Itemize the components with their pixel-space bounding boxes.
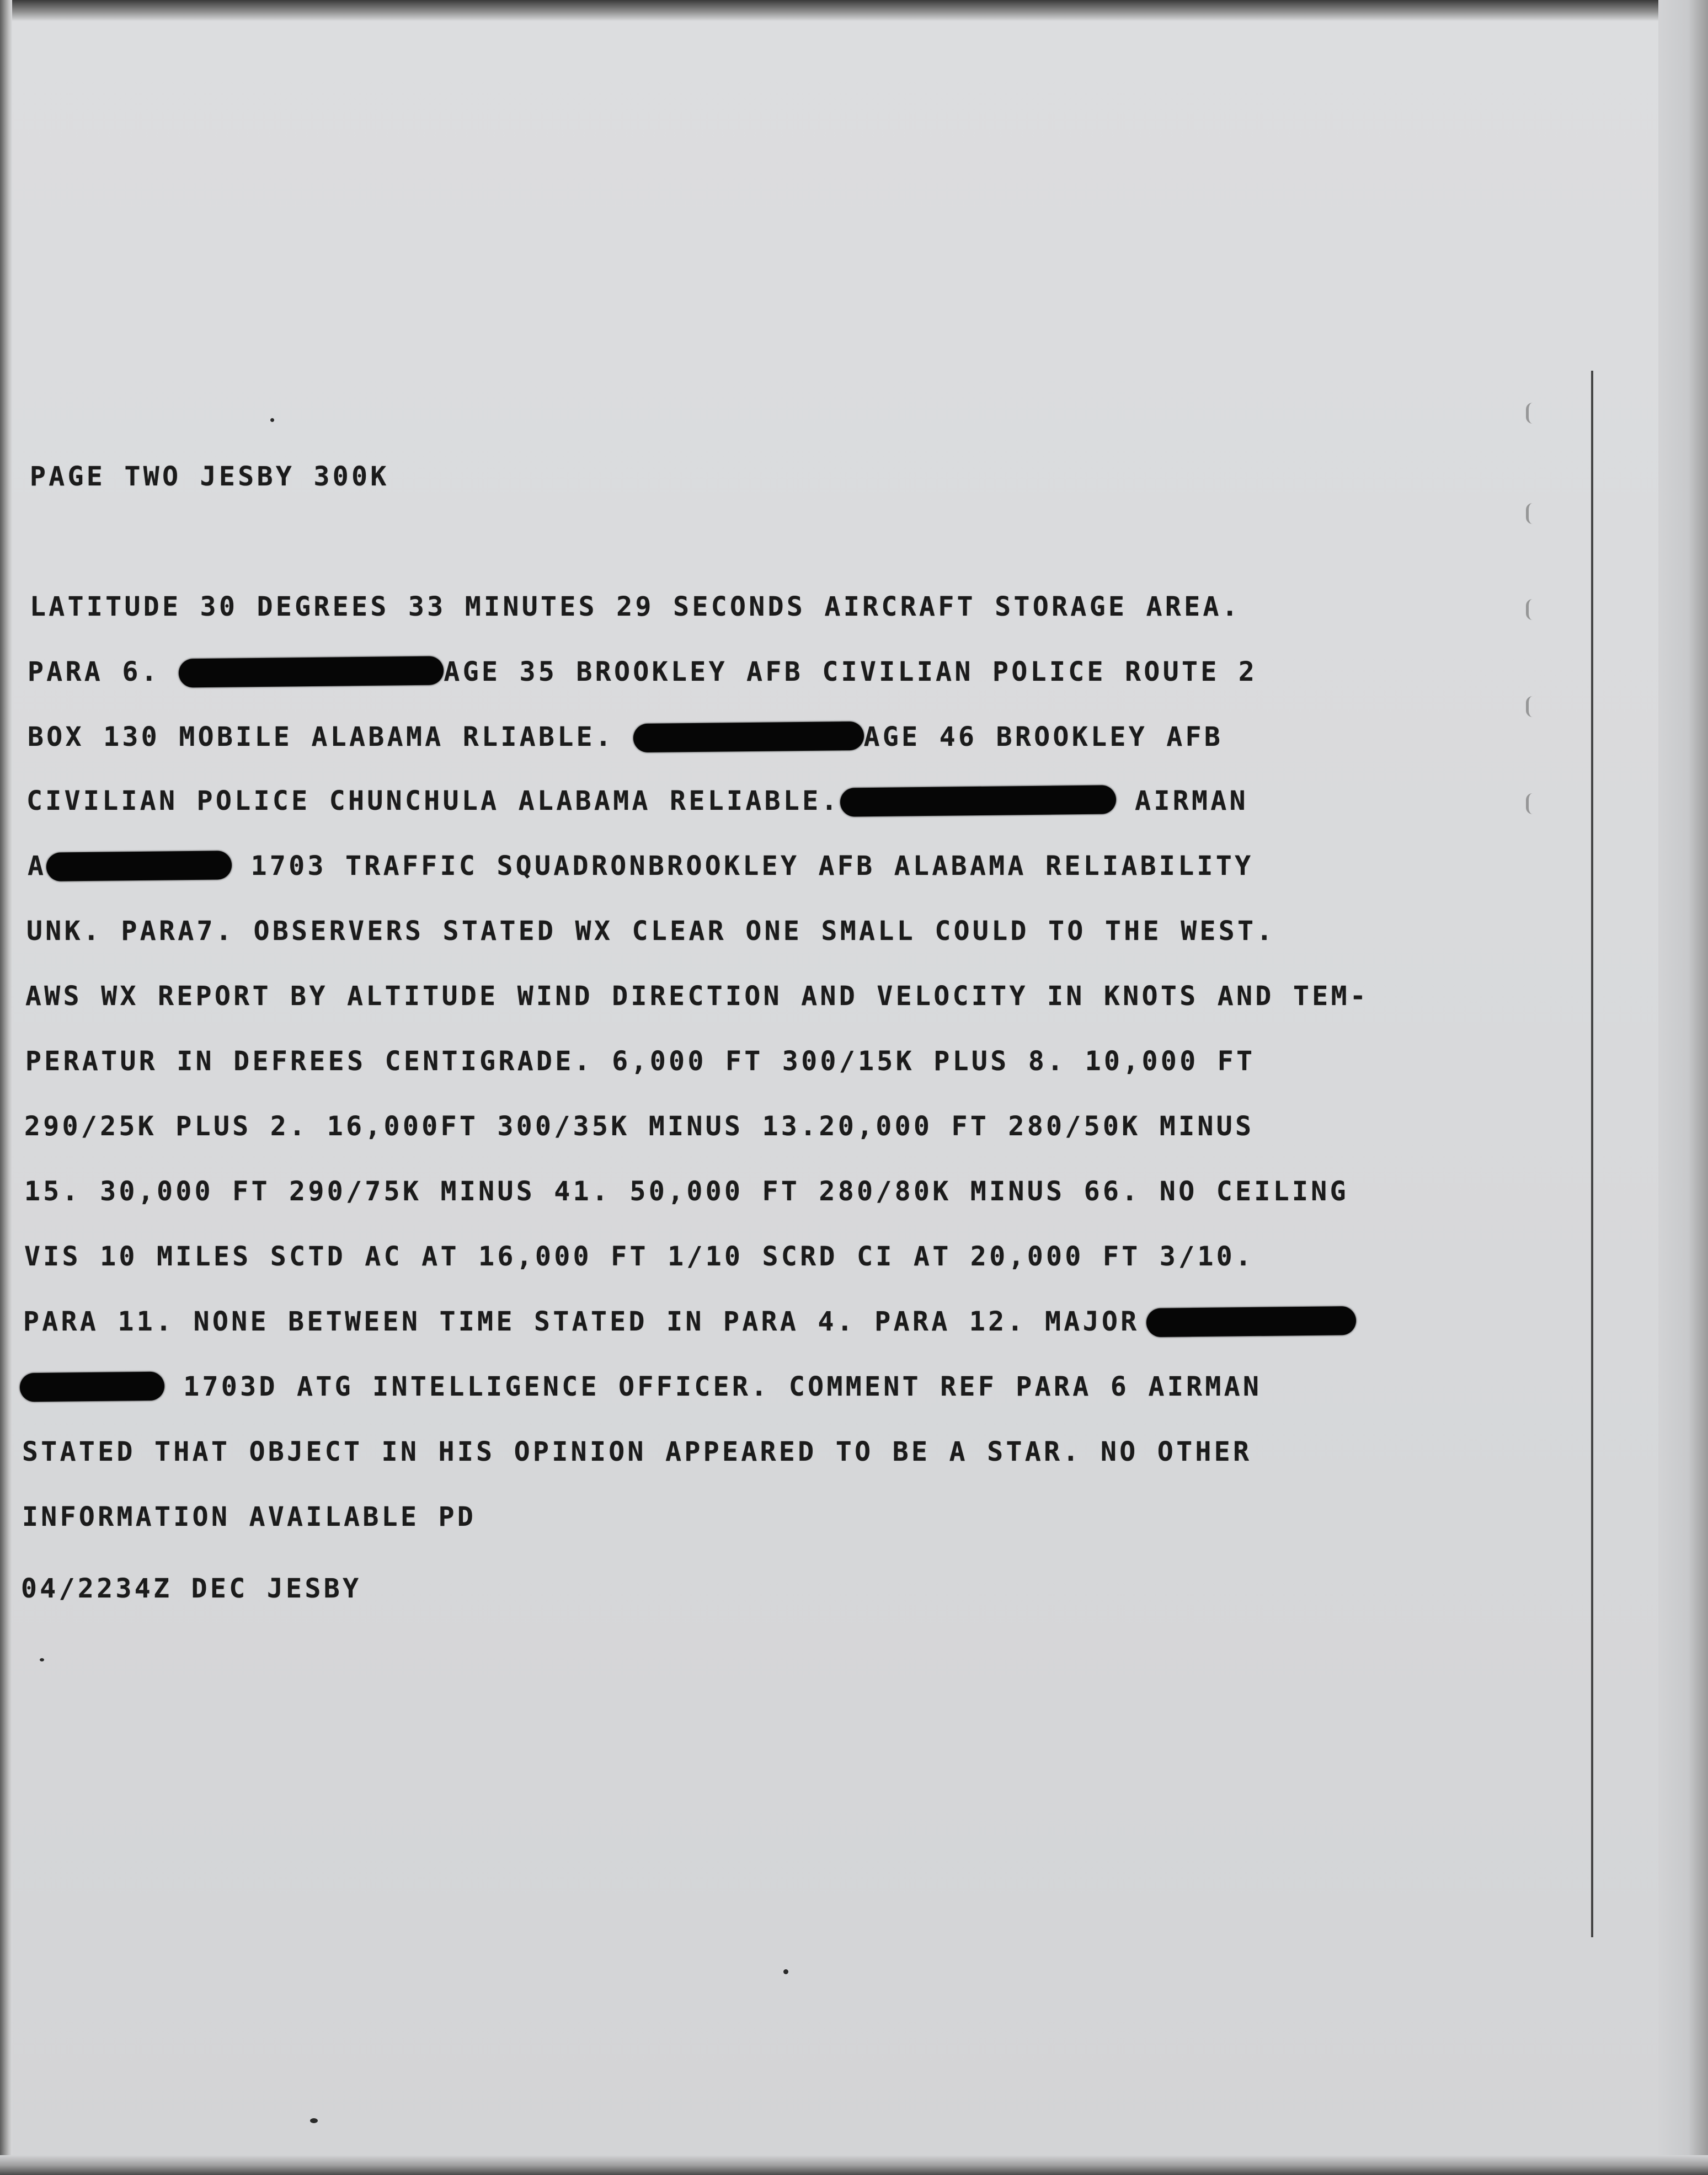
date-time-group: 04/2234Z DEC JESBY	[21, 1573, 362, 1604]
body-line-10: 15. 30,000 FT 290/75K MINUS 41. 50,000 FT 280/80K MINUS 66. NO CEILING	[24, 1176, 1349, 1207]
text-segment: 1703D ATG INTELLIGENCE OFFICER. COMMENT REF PARA 6 AIRMAN	[164, 1371, 1262, 1402]
redaction-mark	[46, 851, 232, 881]
text-segment: BOX 130 MOBILE ALABAMA RLIABLE.	[28, 722, 633, 752]
body-line-7: AWS WX REPORT BY ALTITUDE WIND DIRECTION AND VELOCITY IN KNOTS AND TEM-	[25, 981, 1369, 1012]
text-segment: 1703 TRAFFIC SQUADRONBROOKLEY AFB ALABAMA RELIABILITY	[232, 851, 1254, 881]
redaction-mark	[633, 722, 864, 752]
body-line-5	[28, 851, 1253, 881]
body-line-8: PERATUR IN DEFREES CENTIGRADE. 6,000 FT 300/15K PLUS 8. 10,000 FT	[25, 1046, 1256, 1077]
text-segment: PARA 6.	[28, 656, 179, 687]
text-segment: CIVILIAN POLICE CHUNCHULA ALABAMA RELIABLE.	[26, 785, 840, 816]
body-line-4	[26, 785, 1248, 816]
text-segment: LATITUDE 30 DEGREES 33 MINUTES 29 SECONDS AIRCRAFT STORAGE AREA.	[30, 591, 1241, 622]
text-segment: AGE 46 BROOKLEY AFB	[863, 722, 1224, 752]
body-line-2	[28, 656, 1257, 687]
body-line-14: STATED THAT OBJECT IN HIS OPINION APPEARED TO BE A STAR. NO OTHER	[22, 1436, 1252, 1467]
body-line-13	[20, 1371, 1262, 1402]
redaction-mark	[840, 785, 1117, 816]
text-segment: AIRMAN	[1115, 785, 1248, 816]
text-segment: AGE 35 BROOKLEY AFB CIVILIAN POLICE ROUTE 2	[444, 656, 1258, 687]
redaction-mark	[179, 656, 444, 687]
redaction-mark	[1146, 1306, 1356, 1337]
body-line-12	[23, 1306, 1356, 1337]
message-header: PAGE TWO JESBY 300K	[30, 461, 389, 492]
body-line-1	[30, 591, 1241, 622]
body-line-15: INFORMATION AVAILABLE PD	[22, 1501, 477, 1532]
body-line-6: UNK. PARA7. OBSERVERS STATED WX CLEAR ONE SMALL COULD TO THE WEST.	[26, 916, 1275, 947]
body-line-9: 290/25K PLUS 2. 16,000FT 300/35K MINUS 13.20,000 FT 280/50K MINUS	[24, 1111, 1255, 1142]
body-line-11: VIS 10 MILES SCTD AC AT 16,000 FT 1/10 SCRD CI AT 20,000 FT 3/10.	[24, 1241, 1255, 1272]
text-segment: A	[28, 851, 47, 881]
redaction-mark	[20, 1372, 165, 1402]
text-segment: PARA 11. NONE BETWEEN TIME STATED IN PARA 4. PARA 12. MAJOR	[23, 1306, 1140, 1337]
body-line-3	[28, 722, 1223, 752]
